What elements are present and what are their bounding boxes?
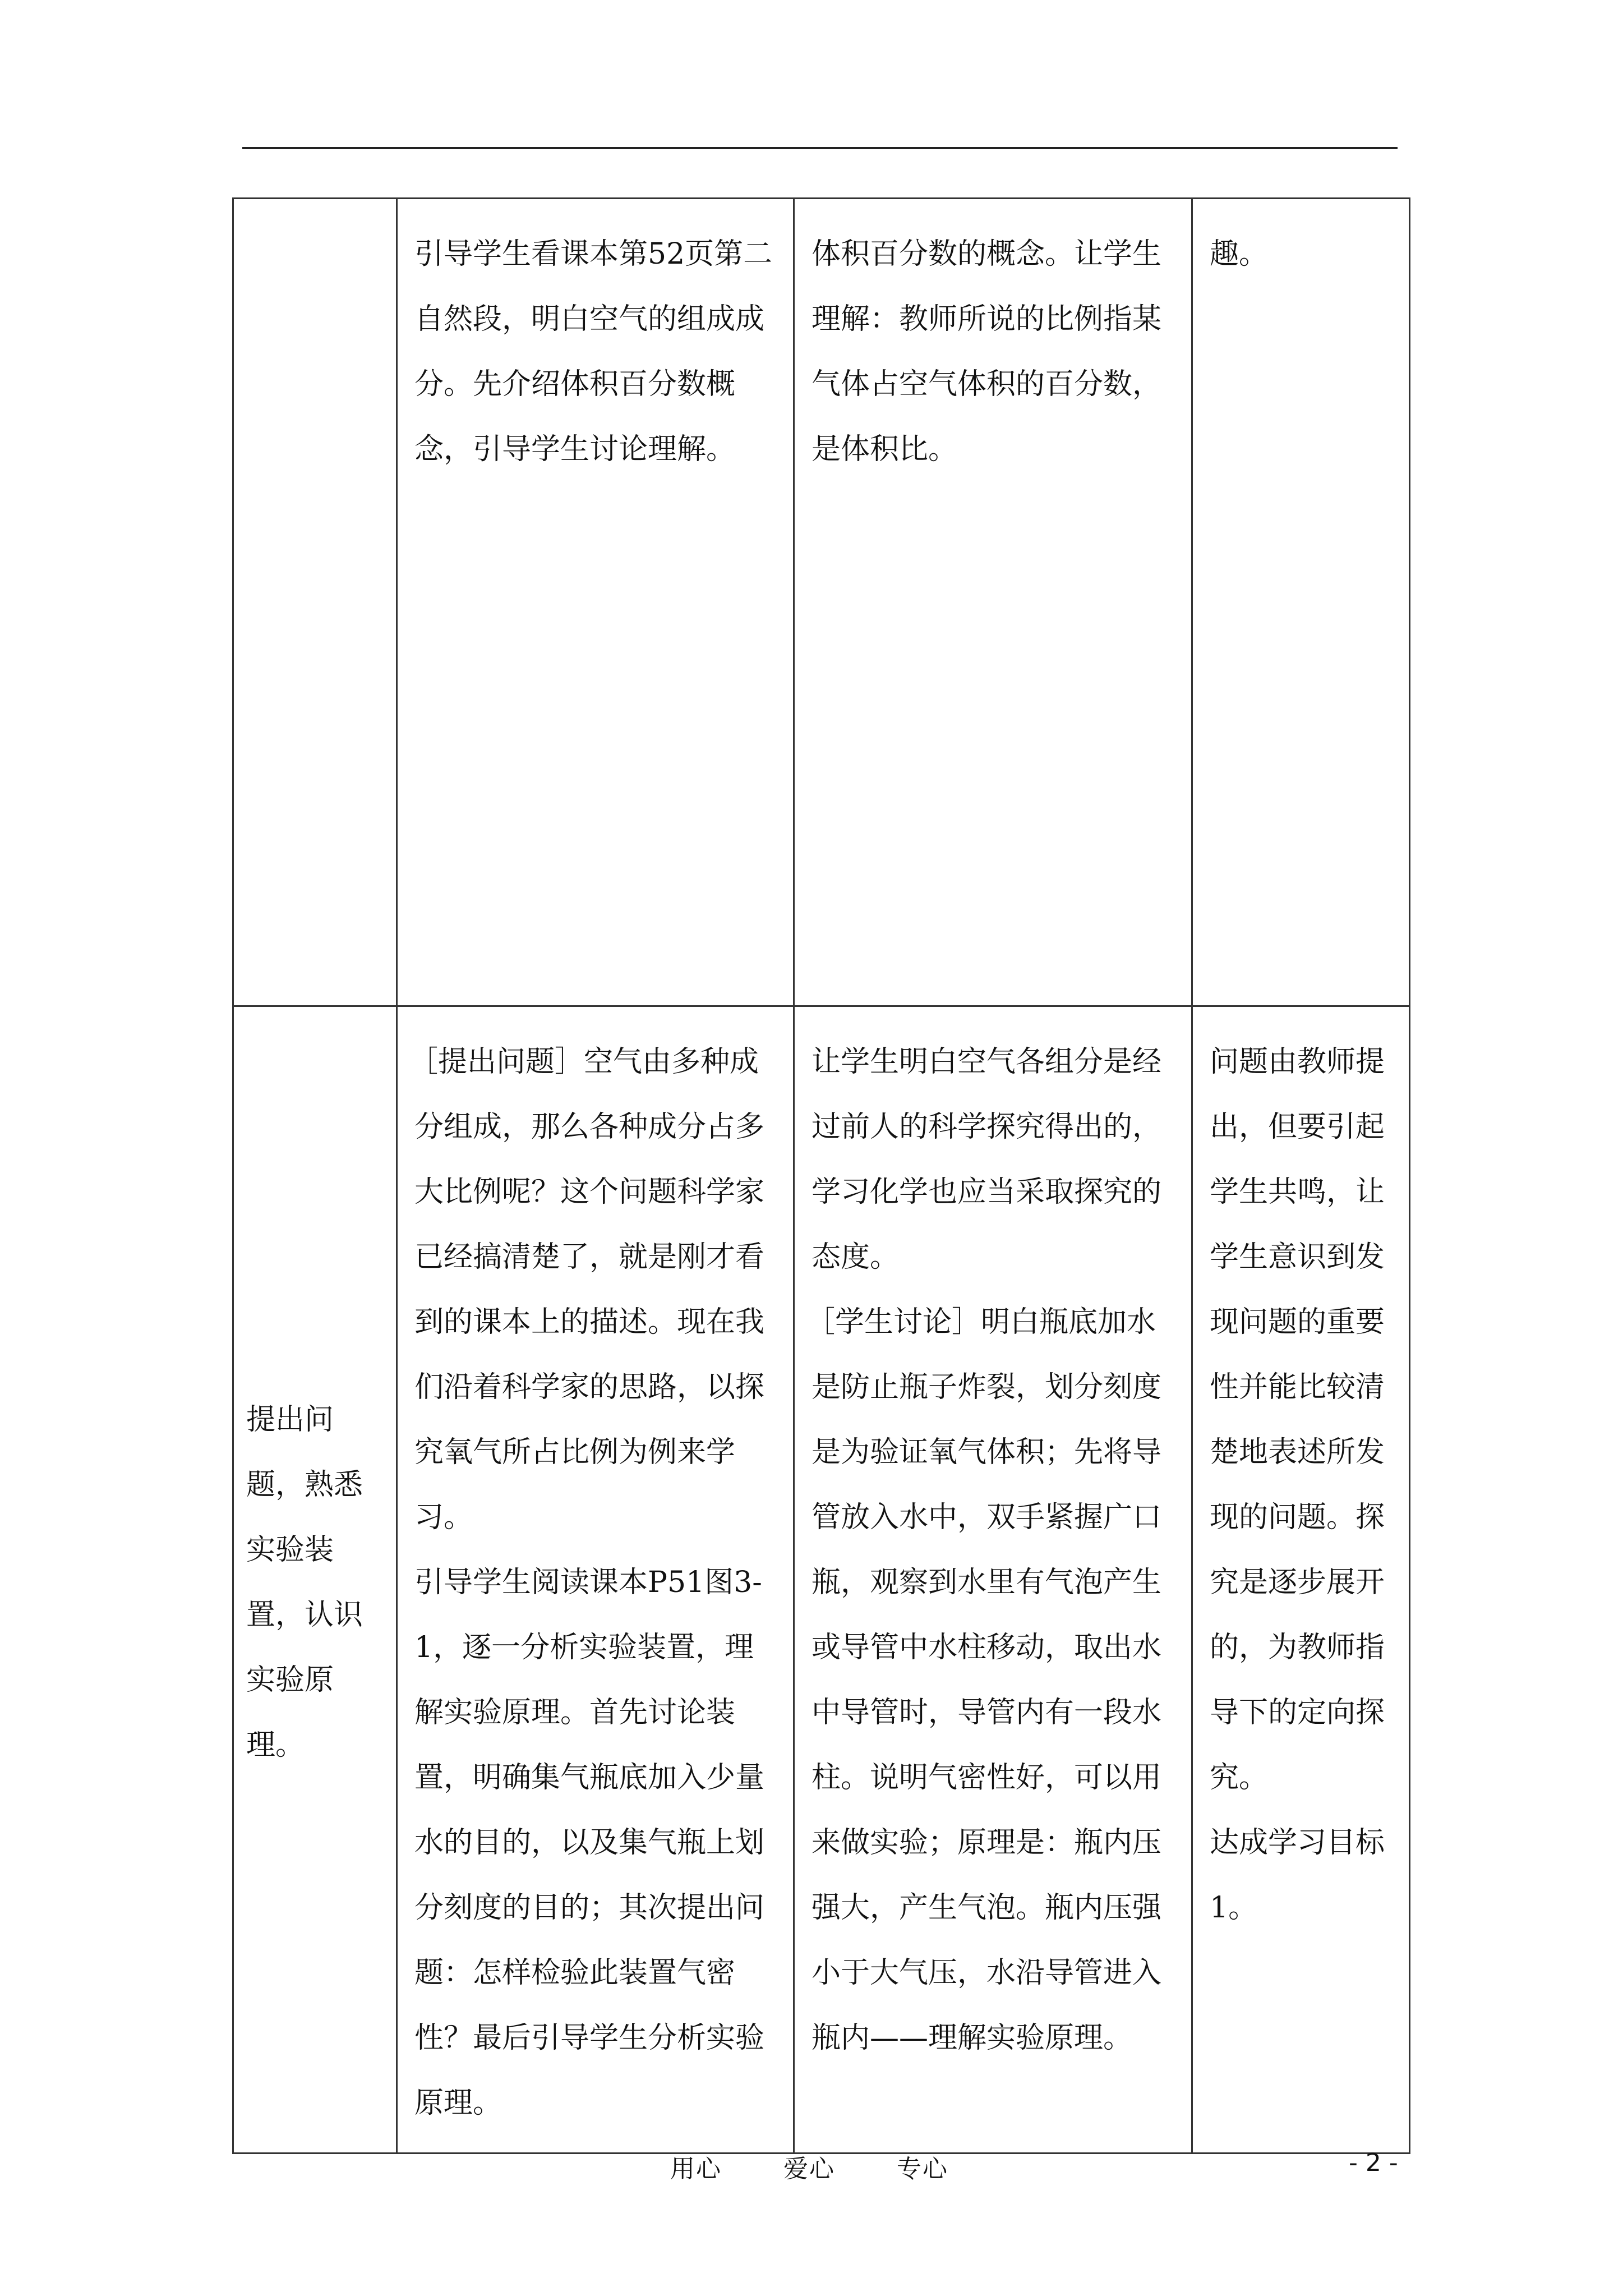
student-activity-text: ［学生讨论］明白瓶底加水是防止瓶子炸裂，划分刻度是为验证氧气体积；先将导管放入水中，双手紧握广口瓶，观察到水里有气泡产生或导管中水柱移动，取出水中导管时，导管内有一段水柱。说明气密性好，可以用来做实验；原理是：瓶内压强大，产生气泡。瓶内压强小于大气压，水沿导管进入瓶内——理解实验原理。 [806, 1305, 1162, 2055]
lesson-plan-table [232, 197, 1410, 2154]
page-number: - 2 - [1349, 2148, 1398, 2177]
teacher-activity-cell [397, 1006, 794, 2154]
design-intent-text: 趣。 [1210, 237, 1269, 271]
motto-word: 专心 [897, 2155, 948, 2183]
teacher-activity-text: 引导学生阅读课本P51图3-1，逐一分析实验装置，理解实验原理。首先讨论装置，明确集气瓶底加入少量水的目的，以及集气瓶上划分刻度的目的；其次提出问题：怎样检验此装置气密性？最后引导学生分析实验原理。 [414, 1566, 765, 2120]
motto-word: 爱心 [783, 2155, 835, 2183]
design-intent-cell [1192, 199, 1410, 1006]
table-row [233, 1006, 1410, 2154]
design-intent-cell [1192, 1006, 1410, 2154]
header-rule [242, 147, 1398, 149]
student-activity-text: 体积百分数的概念。让学生理解：教师所说的比例指某气体占空气体积的百分数，是体积比。 [811, 237, 1162, 466]
design-intent-text: 问题由教师提出，但要引起学生共鸣，让学生意识到发现问题的重要性并能比较清楚地表述所发现的问题。探究是逐步展开的，为教师指导下的定向探究。 [1210, 1045, 1385, 1795]
stage-cell [233, 199, 397, 1006]
teacher-activity-cell [397, 199, 794, 1006]
student-activity-cell [794, 199, 1192, 1006]
student-activity-cell [794, 1006, 1192, 2154]
table-row [233, 199, 1410, 1006]
teacher-activity-text: ［提出问题］空气由多种成分组成，那么各种成分占多大比例呢？这个问题科学家已经搞清楚了，就是刚才看到的课本上的描述。现在我们沿着科学家的思路，以探究氧气所占比例为例来学习。 [409, 1045, 765, 1534]
student-activity-text: 让学生明白空气各组分是经过前人的科学探究得出的，学习化学也应当采取探究的态度。 [811, 1045, 1162, 1274]
teacher-activity-text: 引导学生看课本第52页第二自然段，明白空气的组成成分。先介绍体积百分数概念，引导学生讨论理解。 [414, 237, 773, 466]
stage-cell [233, 1006, 397, 2154]
design-intent-text: 达成学习目标1。 [1210, 1826, 1385, 1925]
motto-word: 用心 [670, 2155, 722, 2183]
stage-text: 提出问题，熟悉实验装置，认识实验原理。 [246, 1403, 363, 1762]
footer-motto [670, 2148, 1010, 2184]
